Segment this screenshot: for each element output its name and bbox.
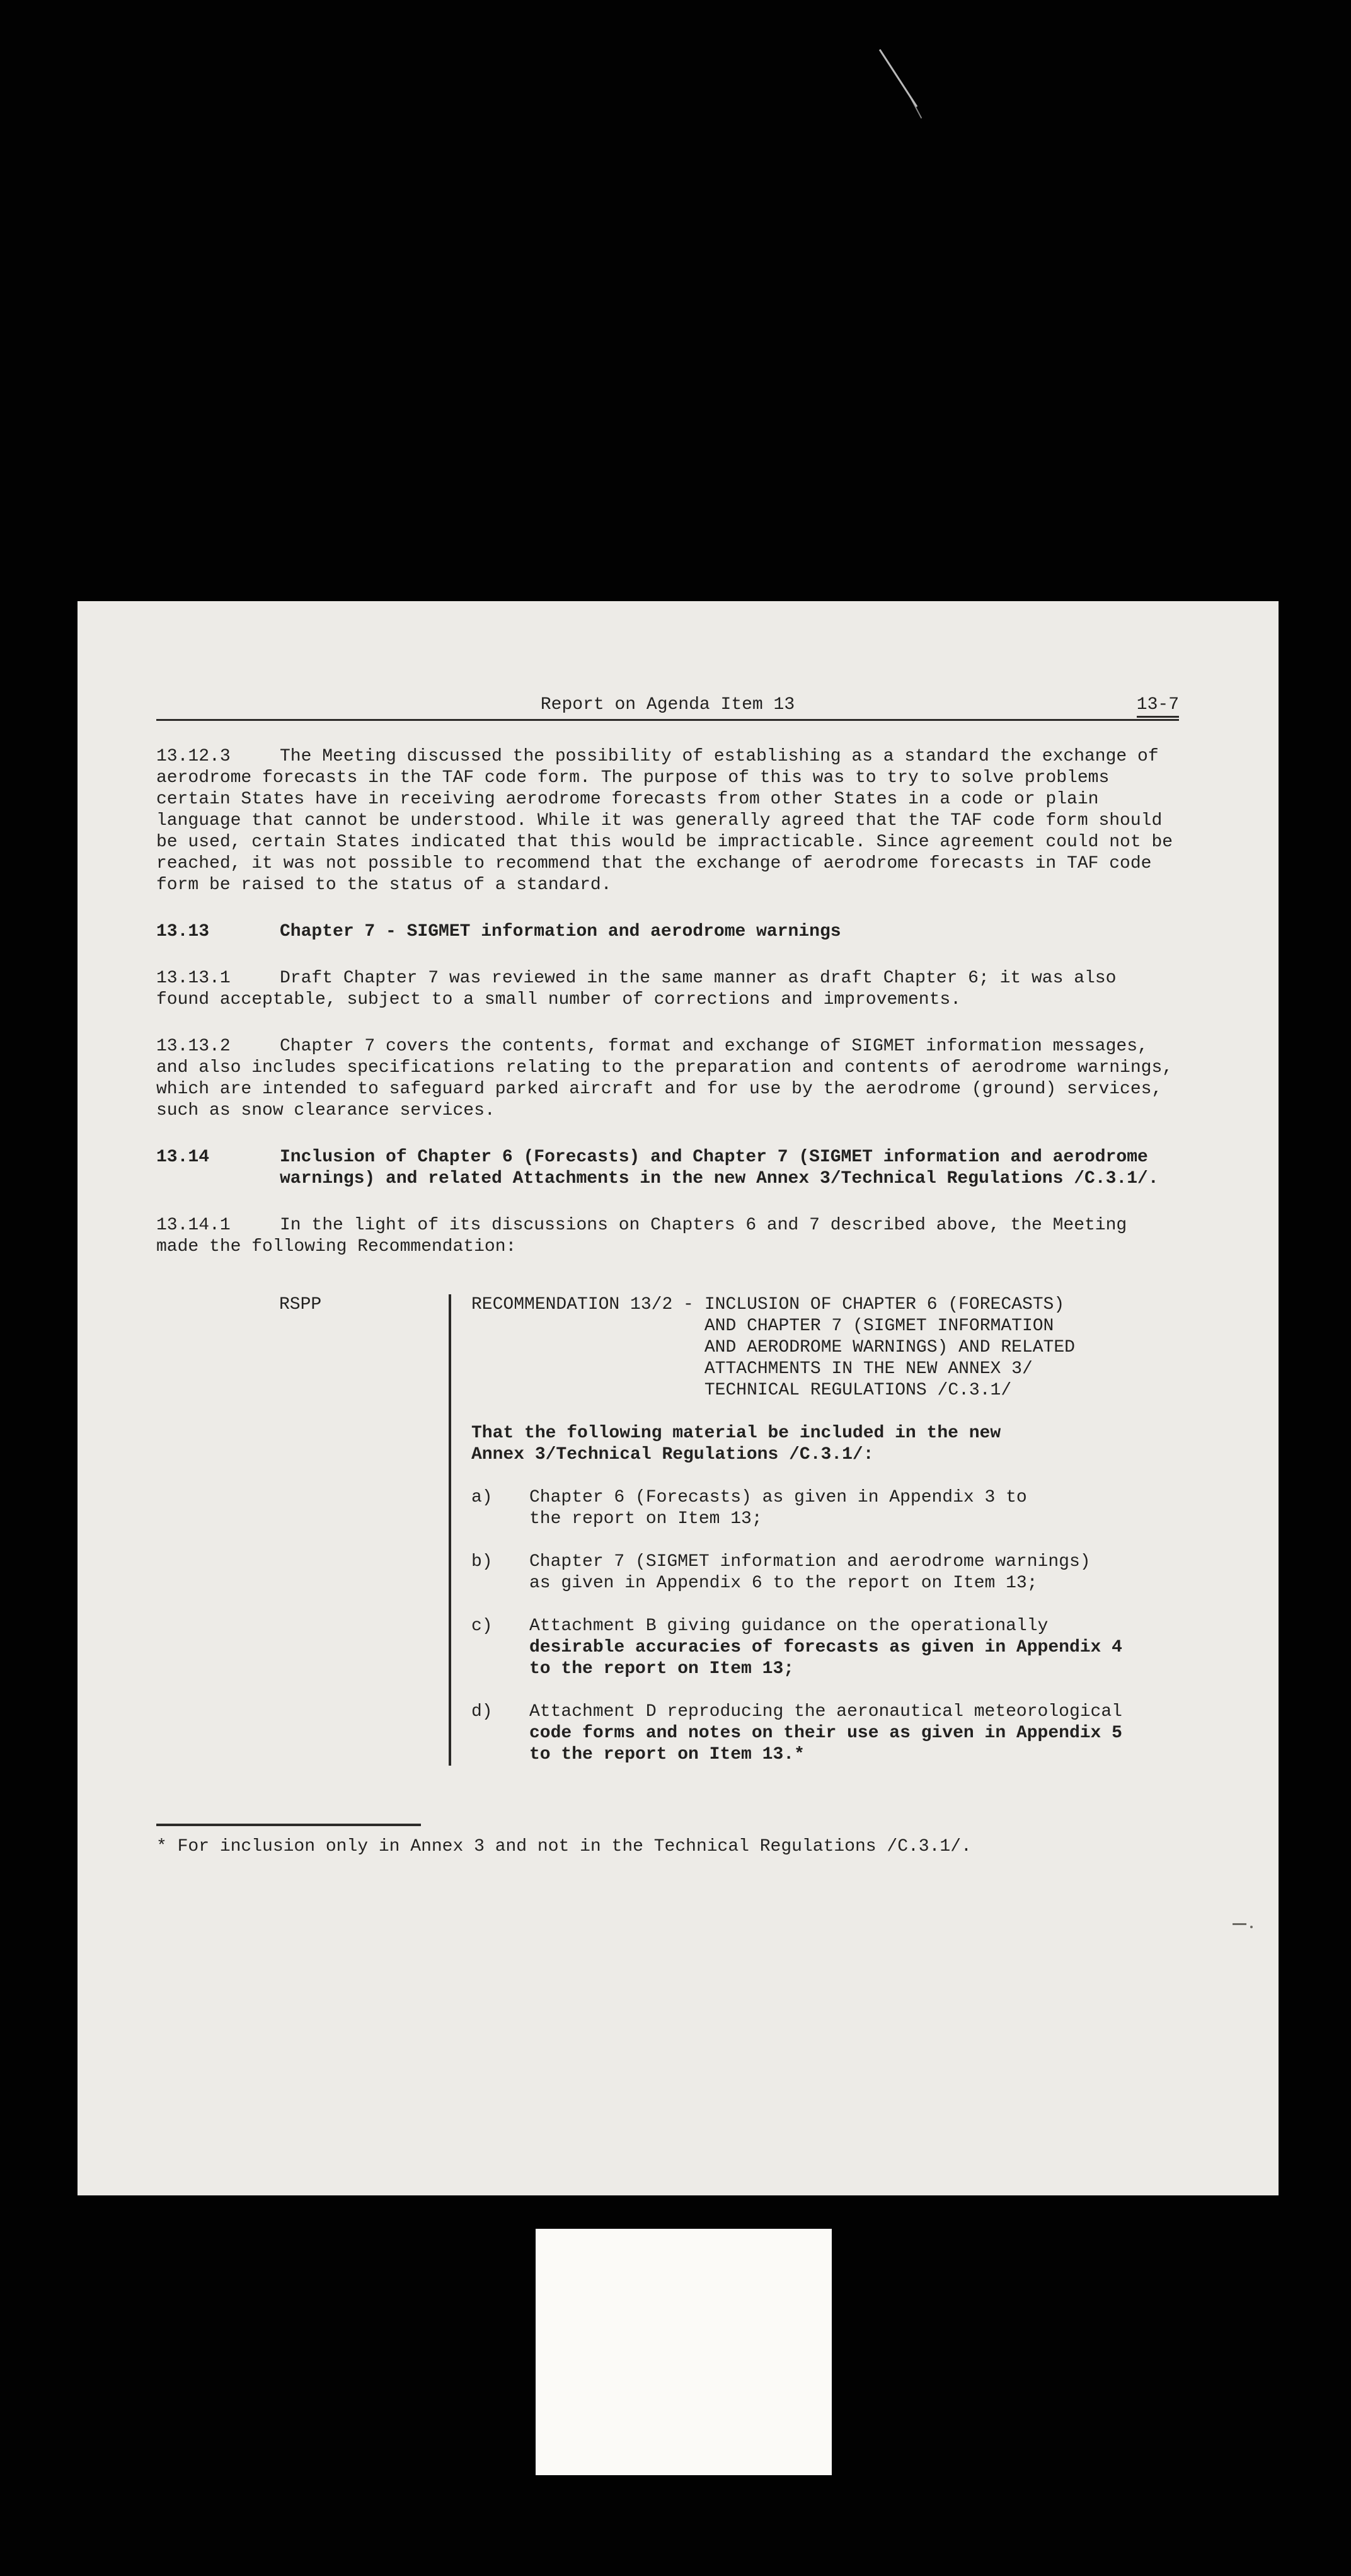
section-heading-text: Chapter 7 - SIGMET information and aerodrome warnings [280,922,841,941]
item-text [529,1551,1179,1594]
footnote-text: * For inclusion only in Annex 3 and not in the Technical Regulations /C.3.1/. [156,1837,972,1856]
item-line: code forms and notes on their use as given in Appendix 5 [529,1723,1122,1743]
scan-artifact [909,96,923,118]
paragraph-13-13-1 [156,968,1179,1011]
heading-line: ATTACHMENTS IN THE NEW ANNEX 3/ [704,1359,1033,1379]
paragraph-13-14 [156,1147,1179,1190]
paragraph-text: Inclusion of Chapter 6 (Forecasts) and Chapter 7 (SIGMET information and aerodrome warnings) and related Attachments in the new Annex 3/Technical Regulations /C.3.1/. [280,1147,1159,1188]
list-item-d [471,1701,1179,1766]
paragraph-text: Chapter 7 covers the contents, format and exchange of SIGMET information messages, and also includes specifications relating to the preparation and contents of aerodrome warnings, which are intended to safeguard parked aircraft and for use by the aerodrome (ground) services, such as snow clearance services. [156,1037,1173,1120]
heading-line: AND AERODROME WARNINGS) AND RELATED [704,1338,1075,1357]
recommendation-heading [471,1294,1179,1401]
item-letter: b) [471,1552,493,1572]
item-line: to the report on Item 13.* [529,1745,805,1764]
recommendation-intro [471,1423,1179,1466]
item-line: Attachment B giving guidance on the operationally [529,1616,1049,1636]
footnote [156,1824,1179,1858]
list-item-a [471,1487,1179,1530]
recommendation-heading-label: RECOMMENDATION 13/2 - [471,1295,694,1314]
list-item-c [471,1616,1179,1680]
recommendation-heading-lines [704,1294,1075,1401]
paragraph-13-14-1 [156,1215,1179,1258]
paragraph-number: 13.13.2 [156,1037,231,1056]
heading-line: TECHNICAL REGULATIONS /C.3.1/ [704,1381,1012,1400]
item-line: Attachment D reproducing the aeronautical meteorological [529,1702,1122,1722]
item-letter: a) [471,1488,493,1507]
paragraph-number: 13.13 [156,922,210,941]
paragraph-number: 13.14.1 [156,1216,231,1235]
item-line: to the report on Item 13; [529,1659,795,1679]
page-title: Report on Agenda Item 13 [540,695,795,715]
item-text [529,1487,1179,1530]
paragraph-13-13-2 [156,1036,1179,1122]
item-letter: d) [471,1702,493,1722]
recommendation-content [449,1294,1179,1766]
item-text [529,1616,1179,1680]
paragraph-13-12-3 [156,746,1179,896]
list-item-b [471,1551,1179,1594]
paragraph-text: In the light of its discussions on Chapters 6 and 7 described above, the Meeting made the following Recommendation: [156,1216,1127,1256]
intro-line: Annex 3/Technical Regulations /C.3.1/: [471,1445,874,1464]
item-line: Chapter 6 (Forecasts) as given in Appendix 3 to [529,1488,1027,1507]
scan-artifact [1250,1926,1253,1928]
heading-line: AND CHAPTER 7 (SIGMET INFORMATION [704,1316,1054,1336]
header-right [795,694,1179,716]
item-line: Chapter 7 (SIGMET information and aerodrome warnings) [529,1552,1091,1572]
scan-tab [536,2229,832,2475]
item-line: desirable accuracies of forecasts as given in Appendix 4 [529,1638,1122,1657]
intro-line: That the following material be included in the new [471,1423,1001,1443]
footnote-rule [156,1824,421,1826]
paragraph-text: Draft Chapter 7 was reviewed in the same manner as draft Chapter 6; it was also found acceptable, subject to a small number of corrections and improvements. [156,969,1117,1009]
item-line: as given in Appendix 6 to the report on Item 13; [529,1573,1038,1593]
scan-artifact [1233,1923,1246,1925]
paragraph-number: 13.12.3 [156,747,231,766]
paragraph-text: The Meeting discussed the possibility of establishing as a standard the exchange of aerodrome forecasts in the TAF code form. The purpose of this was to try to solve problems certain States have in receiving aerodrome forecasts from other States in a code or plain language that cannot be understood. While it was generally agreed that the TAF code form should be used, certain States indicated that this would be impracticable. Since agreement could not be reached, it was not possible to recommend that the exchange of aerodrome forecasts in TAF code form be raised to the status of a standard. [156,747,1173,895]
page-number: 13-7 [1137,695,1179,718]
item-text [529,1701,1179,1766]
item-line: the report on Item 13; [529,1509,762,1529]
page-header [156,694,1179,721]
document-page [78,601,1279,2195]
paragraph-number: 13.13.1 [156,969,231,988]
heading-line: INCLUSION OF CHAPTER 6 (FORECASTS) [704,1295,1065,1314]
section-heading-13-13 [156,921,1179,943]
paragraph-number: 13.14 [156,1147,210,1167]
item-letter: c) [471,1616,493,1636]
rspp-label: RSPP [279,1295,322,1314]
recommendation-block [279,1294,1179,1766]
